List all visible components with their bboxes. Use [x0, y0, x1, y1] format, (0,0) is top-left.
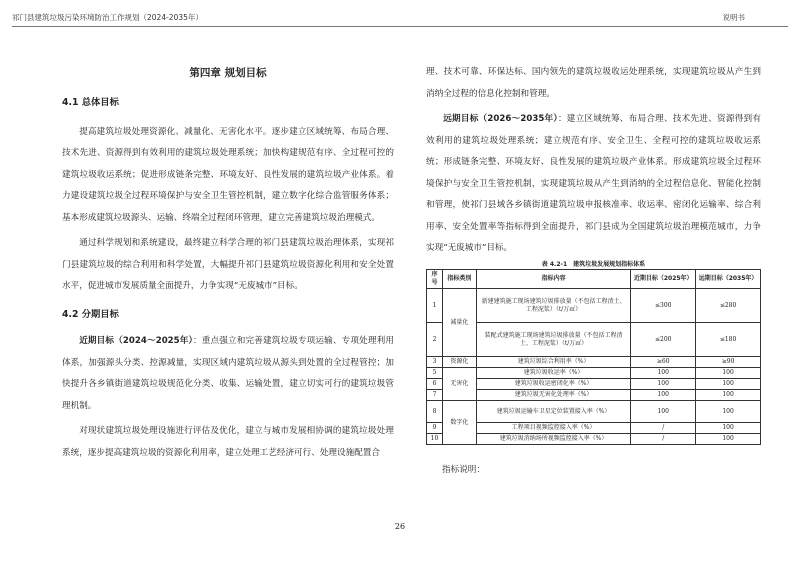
paragraph-near-term [62, 331, 394, 417]
long-term-text: ：建立区域统筹、布局合理、技术先进、资源得到有效利用的建筑垃圾处理系统；建立规范有序、安全卫生、全程可控的建筑垃圾收运系统；形成链条完整、环境友好、良性发展的建筑垃圾产业体系。形成建筑垃圾全过程环境保护与安全卫生管控机制，实现建筑垃圾从产生到消纳的全过程信息化、智能化控制和管理，使祁门县域各乡镇街道建筑垃圾申报核准率、收运率、密闭化运输率、综合利用率、安全处置率等指标得到全面提升，祁门县成为全国建筑垃圾治理模范城市，力争实现“无废城市”目标。 [426, 114, 761, 253]
far-target-cell: ≤180 [696, 323, 761, 357]
indicator-cell: 建筑垃圾无害化处理率（%） [476, 390, 630, 401]
indicator-cell: 装配式建筑施工现场建筑垃圾排放量（不包括工程渣土、工程泥浆）（t/万㎡） [476, 323, 630, 357]
indicator-notes-heading: 指标说明： [442, 465, 485, 475]
near-term-label: 近期目标（2024～2025年） [79, 336, 193, 346]
table-row [427, 390, 761, 401]
table-row [427, 379, 761, 390]
row-number: 2 [427, 323, 443, 357]
indicator-cell: 工程项目视频监控接入率（%） [476, 423, 630, 434]
near-target-cell: ≤200 [631, 323, 696, 357]
near-target-cell: 100 [631, 401, 696, 423]
right-column [426, 62, 761, 260]
far-target-cell: ≤280 [696, 289, 761, 323]
indicator-cell: 建筑垃圾运输车卫星定位装置接入率（%） [476, 401, 630, 423]
paragraph: 通过科学规划和系统建设，最终建立科学合理的祁门县建筑垃圾治理体系，实现祁门县建筑垃圾的综合利用和科学处置，大幅提升祁门县建筑垃圾资源化利用和安全处置水平，促进城市发展质量全面提升，力争实现“无废城市”目标。 [62, 238, 394, 291]
header-divider [12, 26, 788, 27]
indicator-cell: 建筑垃圾收运密闭化率（%） [476, 379, 630, 390]
near-target-cell: / [631, 434, 696, 445]
far-target-cell: 100 [696, 434, 761, 445]
category-cell: 无害化 [442, 368, 476, 401]
row-number: 7 [427, 390, 443, 401]
far-target-cell: 100 [696, 379, 761, 390]
paragraph: 提高建筑垃圾处理资源化、减量化、无害化水平。逐步建立区域统筹、布局合理、技术先进、资源得到有效利用的建筑垃圾处理系统；加快构建规范有序、全过程可控的建筑垃圾收运系统；促进形成链条完整、环境友好、良性发展的建筑垃圾产业体系。着力建设建筑垃圾全过程环境保护与安全卫生管控机制，建立数字化综合监管服务体系；基本形成建筑垃圾源头、运输、终端全过程闭环管理，建立完善建筑垃圾治理模式。 [62, 126, 394, 223]
far-target-cell: ≥90 [696, 357, 761, 368]
table-row [427, 368, 761, 379]
indicator-cell: 新建建筑施工现场建筑垃圾排放量（不包括工程渣土、工程泥浆）（t/万㎡） [476, 289, 630, 323]
indicator-cell: 建筑垃圾收运率（%） [476, 368, 630, 379]
left-column [62, 62, 394, 464]
row-number: 10 [427, 434, 443, 445]
near-term-text: ：重点强立和完善建筑垃圾专项运输、专项处理利用体系，加强源头分类、控源减量，实现区域内建筑垃圾从源头到处置的全过程管控；加快提升各乡镇街道建筑垃圾规范化分类、收集、运输处置，建立切实可行的建筑垃圾管理机制。 [62, 336, 394, 411]
near-target-cell: 100 [631, 368, 696, 379]
indicator-cell: 建筑垃圾综合利用率（%） [476, 357, 630, 368]
table-caption: 表 4.2-1 建筑垃圾发展规划指标体系 [541, 261, 646, 268]
category-cell: 数字化 [442, 401, 476, 445]
paragraph: 对现状建筑垃圾处理设施进行评估及优化，建立与城市发展相协调的建筑垃圾处理系统，逐步提高建筑垃圾的资源化利用率，建立处理工艺经济可行、处理设施配置合 [62, 426, 394, 458]
table-header-cell: 远期目标（2035年） [696, 270, 761, 289]
chapter-title: 第四章 规划目标 [189, 67, 267, 79]
near-target-cell: ≤300 [631, 289, 696, 323]
page-number: 26 [394, 522, 406, 531]
far-target-cell: 100 [696, 423, 761, 434]
section-heading-4-1: 4.1 总体目标 [62, 97, 119, 108]
running-header-label: 说明书 [722, 13, 745, 22]
table-row [427, 434, 761, 445]
indicator-cell: 建筑垃圾消纳场所视频监控接入率（%） [476, 434, 630, 445]
near-target-cell: ≥60 [631, 357, 696, 368]
table-row [427, 357, 761, 368]
row-number: 1 [427, 289, 443, 323]
paragraph-long-term [426, 109, 761, 260]
near-target-cell: 100 [631, 379, 696, 390]
paragraph: 理、技术可靠、环保达标、国内领先的建筑垃圾收运处理系统，实现建筑垃圾从产生到消纳全过程的信息化控制和管理。 [426, 67, 761, 99]
table-header-cell: 序号 [427, 270, 443, 289]
row-number: 3 [427, 357, 443, 368]
table-header-cell: 近期目标（2025年） [631, 270, 696, 289]
table-row [427, 401, 761, 423]
table-header-cell: 指标内容 [476, 270, 630, 289]
row-number: 5 [427, 368, 443, 379]
section-heading-4-2: 4.2 分期目标 [62, 308, 119, 320]
table-row [427, 323, 761, 357]
far-target-cell: 100 [696, 390, 761, 401]
indicator-table [426, 269, 761, 445]
long-term-label: 远期目标（2026～2035年） [443, 114, 558, 124]
row-number: 8 [427, 401, 443, 423]
near-target-cell: / [631, 423, 696, 434]
table-header-row [427, 270, 761, 289]
table-row [427, 423, 761, 434]
table-row [427, 289, 761, 323]
far-target-cell: 100 [696, 401, 761, 423]
row-number: 9 [427, 423, 443, 434]
category-cell: 资源化 [442, 357, 476, 368]
table-header-cell: 指标类别 [442, 270, 476, 289]
category-cell: 减量化 [442, 289, 476, 357]
row-number: 6 [427, 379, 443, 390]
near-target-cell: 100 [631, 390, 696, 401]
running-header-title: 祁门县建筑垃圾污染环境防治工作规划（2024-2035年） [12, 13, 203, 22]
far-target-cell: 100 [696, 368, 761, 379]
